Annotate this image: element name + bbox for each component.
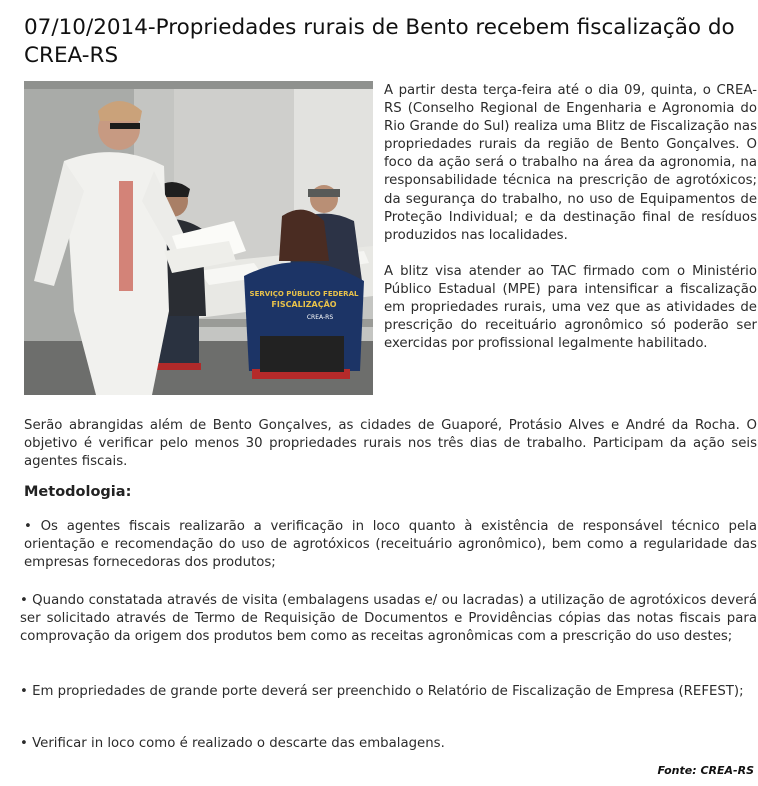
article-photo [24,81,373,395]
methodology-bullet-3: • Em propriedades de grande porte deverá ser preenchido o Relatório de Fiscalização de Empresa (REFEST); [20,684,744,699]
intro-column [384,82,757,371]
paragraph-2: A blitz visa atender ao TAC firmado com o Ministério Público Estadual (MPE) para intensificar a fiscalização em propriedades rurais, uma vez que as atividades de prescrição do receituário agronômico só poderão ser exercidas por profissional legalmente habilitado. [384,263,757,352]
vest-text-top: SERVIÇO PÚBLICO FEDERAL [249,290,359,298]
methodology-bullet-4: • Verificar in loco como é realizado o descarte das embalagens. [20,736,445,751]
paragraph-1: A partir desta terça-feira até o dia 09, quinta, o CREA-RS (Conselho Regional de Engenharia e Agronomia do Rio Grande do Sul) realiza uma Blitz de Fiscalização nas propriedades rurais da região de Bento Gonçalves. O foco da ação será o trabalho na área da agronomia, na responsabilidade técnica na prescrição de agrotóxicos; da segurança do trabalho, no uso de Equipamentos de Proteção Individual; e da destinação final de resíduos produzidos nas localidades. [384,83,757,243]
vest-text-middle: FISCALIZAÇÃO [271,300,337,309]
paragraph-3: Serão abrangidas além de Bento Gonçalves, as cidades de Guaporé, Protásio Alves e André da Rocha. O objetivo é verificar pelo menos 30 propriedades rurais nos três dias de trabalho. Participam da ação seis agentes fiscais. [24,418,757,470]
methodology-bullet-1: • Os agentes fiscais realizarão a verificação in loco quanto à existência de responsável técnico pela orientação e recomendação do uso de agrotóxicos (receituário agronômico), bem como a regularidade das empresas fornecedoras dos produtos; [24,519,757,571]
article-title: 07/10/2014-Propriedades rurais de Bento recebem fiscalização do CREA-RS [24,15,735,68]
methodology-bullet-2: • Quando constatada através de visita (embalagens usadas e/ ou lacradas) a utilização de agrotóxicos deverá ser solicitado através de Termo de Requisição de Documentos e Providências cópias das notas fiscais para comprovação da origem dos produtos bem como as receitas agronômicas com a prescrição do uso destes; [20,593,757,645]
photo-credit: Fonte: CREA-RS [657,764,754,777]
methodology-heading: Metodologia: [24,484,132,500]
vest-text-bottom: CREA-RS [306,314,334,321]
photo-illustration [24,81,373,395]
